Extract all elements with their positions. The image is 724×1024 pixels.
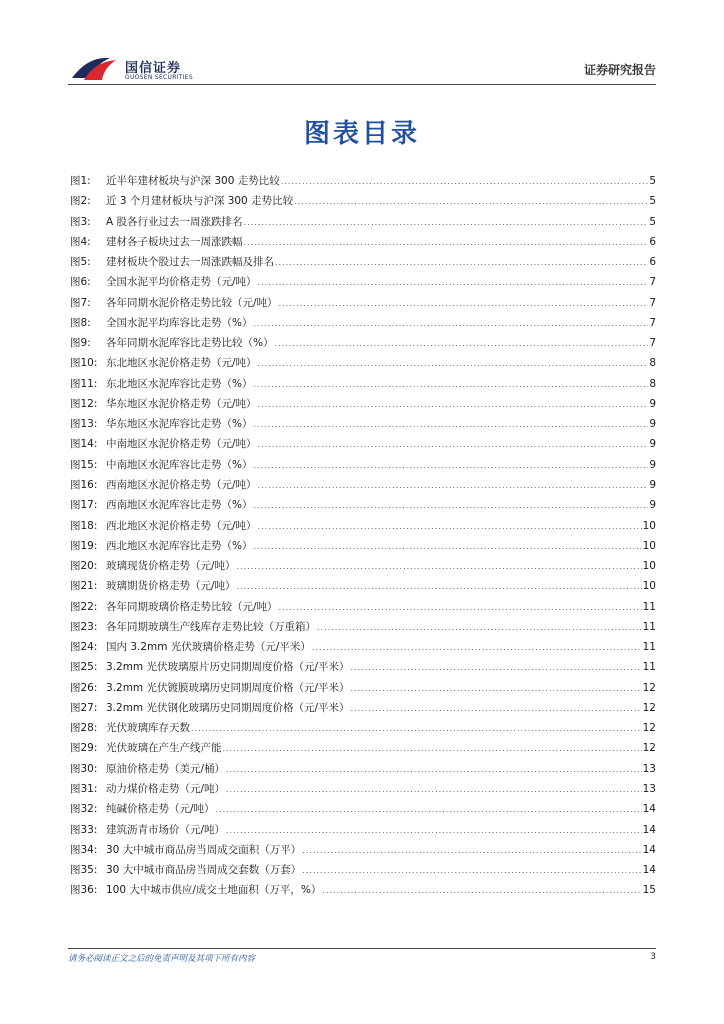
table-of-figures	[70, 171, 656, 901]
toc-entry-label: 图5:	[70, 256, 91, 269]
toc-entry-page: 10	[642, 560, 656, 573]
toc-entry-page: 6	[649, 256, 656, 269]
toc-entry-label: 图3:	[70, 215, 91, 228]
toc-leader-dots	[302, 861, 641, 881]
toc-entry-title: 动力煤价格走势（元/吨）	[106, 782, 226, 795]
toc-entry[interactable]	[70, 759, 656, 779]
toc-entry[interactable]	[70, 212, 656, 232]
toc-entry-title: 近 3 个月建材板块与沪深 300 走势比较	[106, 195, 294, 208]
toc-entry-title: 中南地区水泥价格走势（元/吨）	[106, 438, 257, 451]
toc-entry-page: 9	[649, 499, 656, 512]
toc-leader-dots	[253, 415, 648, 435]
toc-entry-page: 14	[642, 803, 656, 816]
toc-entry-title: 玻璃现货价格走势（元/吨）	[106, 560, 236, 573]
toc-leader-dots	[281, 172, 649, 192]
report-type-label: 证券研究报告	[583, 63, 656, 77]
toc-entry-page: 11	[642, 600, 656, 613]
toc-entry-title: 各年同期玻璃生产线库存走势比较（万重箱）	[106, 620, 316, 633]
guosen-logo	[70, 54, 205, 86]
toc-entry-page: 12	[642, 722, 656, 735]
toc-entry-label: 图7:	[70, 296, 91, 309]
toc-entry-label: 图34:	[70, 843, 98, 856]
toc-entry-title: 东北地区水泥价格走势（元/吨）	[106, 357, 257, 370]
toc-leader-dots	[253, 537, 641, 557]
toc-leader-dots	[226, 821, 642, 841]
toc-entry-title: 华东地区水泥价格走势（元/吨）	[106, 397, 257, 410]
toc-entry[interactable]	[70, 860, 656, 880]
toc-entry-label: 图30:	[70, 762, 98, 775]
toc-entry[interactable]	[70, 252, 656, 272]
header-divider	[68, 84, 656, 85]
toc-entry-title: 30 大中城市商品房当周成交面积（万平）	[106, 843, 302, 856]
toc-leader-dots	[302, 841, 641, 861]
toc-entry[interactable]	[70, 698, 656, 718]
toc-entry-page: 6	[649, 235, 656, 248]
toc-leader-dots	[351, 658, 642, 678]
toc-entry-label: 图6:	[70, 276, 91, 289]
toc-entry[interactable]	[70, 434, 656, 454]
toc-entry[interactable]	[70, 495, 656, 515]
toc-entry-page: 15	[642, 884, 656, 897]
toc-entry-page: 9	[649, 418, 656, 431]
toc-entry-page: 14	[642, 843, 656, 856]
toc-entry[interactable]	[70, 333, 656, 353]
toc-entry-page: 9	[649, 397, 656, 410]
toc-entry-page: 8	[649, 377, 656, 390]
toc-entry-page: 12	[642, 701, 656, 714]
toc-entry[interactable]	[70, 820, 656, 840]
toc-entry[interactable]	[70, 678, 656, 698]
toc-entry-page: 8	[649, 357, 656, 370]
toc-entry-page: 12	[642, 742, 656, 755]
toc-entry-title: 各年同期水泥价格走势比较（元/吨）	[106, 296, 278, 309]
toc-entry-label: 图1:	[70, 175, 91, 187]
toc-entry-title: 原油价格走势（美元/桶）	[106, 762, 226, 775]
toc-leader-dots	[226, 760, 642, 780]
toc-leader-dots	[253, 496, 648, 516]
toc-entry-page: 5	[649, 175, 656, 187]
toc-entry[interactable]	[70, 475, 656, 495]
toc-entry[interactable]	[70, 840, 656, 860]
toc-entry-title: 3.2mm 光伏钢化玻璃历史同期周度价格（元/平米）	[106, 701, 350, 714]
toc-entry[interactable]	[70, 455, 656, 475]
toc-entry-label: 图23:	[70, 620, 98, 633]
toc-entry-page: 9	[649, 478, 656, 491]
toc-entry-label: 图22:	[70, 600, 98, 613]
page-title: 图表目录	[303, 119, 420, 149]
toc-entry-title: 纯碱价格走势（元/吨）	[106, 803, 215, 816]
toc-leader-dots	[351, 679, 642, 699]
toc-entry-label: 图28:	[70, 722, 98, 735]
toc-entry[interactable]	[70, 779, 656, 799]
toc-entry[interactable]	[70, 576, 656, 596]
toc-leader-dots	[322, 881, 641, 901]
toc-leader-dots	[275, 253, 648, 273]
toc-entry-page: 11	[642, 661, 656, 674]
toc-entry-title: 东北地区水泥库容比走势（%）	[106, 377, 253, 390]
toc-entry[interactable]	[70, 394, 656, 414]
toc-entry[interactable]	[70, 556, 656, 576]
toc-leader-dots	[294, 192, 648, 212]
toc-entry-label: 图36:	[70, 884, 98, 897]
toc-entry[interactable]	[70, 414, 656, 434]
toc-entry-title: 建材各子板块过去一周涨跌幅	[106, 235, 243, 248]
toc-entry-title: 西南地区水泥价格走势（元/吨）	[106, 478, 257, 491]
toc-leader-dots	[226, 780, 642, 800]
toc-entry[interactable]	[70, 293, 656, 313]
toc-entry-page: 7	[649, 276, 656, 289]
toc-entry-page: 14	[642, 823, 656, 836]
toc-entry[interactable]	[70, 718, 656, 738]
toc-entry-label: 图14:	[70, 438, 98, 451]
toc-entry-page: 9	[649, 458, 656, 471]
toc-entry-title: 各年同期水泥库容比走势比较（%）	[106, 337, 274, 350]
toc-entry-label: 图9:	[70, 337, 91, 350]
toc-leader-dots	[258, 517, 642, 537]
toc-entry-page: 5	[649, 215, 656, 228]
toc-entry-title: 建筑沥青市场价（元/吨）	[106, 823, 226, 836]
toc-entry-label: 图21:	[70, 580, 98, 593]
toc-entry-title: 玻璃期货价格走势（元/吨）	[106, 580, 236, 593]
toc-entry[interactable]	[70, 637, 656, 657]
toc-entry-page: 14	[642, 864, 656, 877]
toc-entry-title: 西北地区水泥库容比走势（%）	[106, 539, 253, 552]
footer-divider	[68, 948, 656, 949]
toc-entry-page: 13	[642, 782, 656, 795]
logo-text-cn: 国信证券	[125, 61, 182, 76]
toc-leader-dots	[191, 719, 642, 739]
toc-entry-label: 图11:	[70, 377, 98, 390]
toc-entry-title: A 股各行业过去一周涨跌排名	[106, 215, 243, 228]
toc-entry[interactable]	[70, 536, 656, 556]
toc-entry-title: 光伏玻璃在产生产线产能	[106, 742, 222, 755]
toc-leader-dots	[244, 233, 649, 253]
toc-entry-label: 图33:	[70, 823, 98, 836]
toc-entry-title: 近半年建材板块与沪深 300 走势比较	[106, 175, 280, 187]
toc-entry-label: 图27:	[70, 701, 98, 714]
toc-entry-page: 9	[649, 438, 656, 451]
toc-leader-dots	[258, 395, 649, 415]
toc-leader-dots	[237, 577, 642, 597]
toc-entry-label: 图35:	[70, 864, 98, 877]
footer-disclaimer: 请务必阅读正文之后的免责声明及其项下所有内容	[68, 954, 256, 964]
toc-entry[interactable]	[70, 516, 656, 536]
toc-entry-page: 7	[649, 316, 656, 329]
toc-entry-label: 图2:	[70, 195, 91, 208]
toc-entry-label: 图13:	[70, 418, 98, 431]
toc-entry-title: 西北地区水泥价格走势（元/吨）	[106, 519, 257, 532]
toc-entry-title: 中南地区水泥库容比走势（%）	[106, 458, 253, 471]
toc-entry-label: 图15:	[70, 458, 98, 471]
toc-entry-title: 华东地区水泥库容比走势（%）	[106, 418, 253, 431]
toc-entry-title: 3.2mm 光伏镀膜玻璃历史同期周度价格（元/平米）	[106, 681, 350, 694]
toc-entry-page: 5	[649, 195, 656, 208]
toc-leader-dots	[258, 354, 649, 374]
toc-leader-dots	[351, 699, 642, 719]
toc-entry[interactable]	[70, 738, 656, 758]
toc-entry-title: 光伏玻璃库存天数	[106, 722, 190, 735]
toc-entry[interactable]	[70, 374, 656, 394]
toc-entry-title: 国内 3.2mm 光伏玻璃价格走势（元/平米）	[106, 641, 311, 654]
toc-entry-label: 图32:	[70, 803, 98, 816]
toc-entry-title: 全国水泥平均库容比走势（%）	[106, 316, 253, 329]
toc-leader-dots	[279, 598, 642, 618]
toc-entry[interactable]	[70, 617, 656, 637]
toc-entry-label: 图17:	[70, 499, 98, 512]
toc-entry-page: 10	[642, 519, 656, 532]
toc-entry-label: 图16:	[70, 478, 98, 491]
toc-leader-dots	[253, 375, 648, 395]
toc-entry-page: 7	[649, 296, 656, 309]
toc-entry-label: 图19:	[70, 539, 98, 552]
toc-leader-dots	[216, 800, 642, 820]
toc-leader-dots	[317, 618, 642, 638]
toc-entry-label: 图31:	[70, 782, 98, 795]
toc-entry-page: 10	[642, 539, 656, 552]
toc-entry-title: 全国水泥平均价格走势（元/吨）	[106, 276, 257, 289]
toc-entry-label: 图24:	[70, 641, 98, 654]
toc-leader-dots	[253, 314, 648, 334]
toc-entry-title: 西南地区水泥库容比走势（%）	[106, 499, 253, 512]
toc-entry-label: 图25:	[70, 661, 98, 674]
toc-entry-label: 图20:	[70, 560, 98, 573]
toc-leader-dots	[237, 557, 642, 577]
toc-leader-dots	[274, 334, 648, 354]
toc-leader-dots	[223, 739, 642, 759]
toc-entry-title: 30 大中城市商品房当周成交套数（万套）	[106, 864, 302, 877]
toc-entry[interactable]	[70, 272, 656, 292]
toc-entry-title: 各年同期玻璃价格走势比较（元/吨）	[106, 600, 278, 613]
toc-entry-page: 10	[642, 580, 656, 593]
toc-entry-label: 图8:	[70, 316, 91, 329]
toc-entry-page: 12	[642, 681, 656, 694]
toc-leader-dots	[312, 638, 642, 658]
guosen-logo-mark-icon	[70, 54, 120, 84]
toc-entry-title: 100 大中城市供应/成交土地面积（万平，%）	[106, 884, 322, 897]
toc-leader-dots	[258, 273, 649, 293]
toc-entry[interactable]	[70, 799, 656, 819]
toc-leader-dots	[258, 435, 649, 455]
toc-entry-page: 13	[642, 762, 656, 775]
toc-entry-page: 11	[642, 641, 656, 654]
toc-entry[interactable]	[70, 597, 656, 617]
toc-entry[interactable]	[70, 191, 656, 211]
toc-entry[interactable]	[70, 880, 656, 900]
toc-entry-label: 图12:	[70, 397, 98, 410]
toc-entry-label: 图26:	[70, 681, 98, 694]
toc-leader-dots	[258, 476, 649, 496]
toc-entry-label: 图29:	[70, 742, 98, 755]
toc-entry-label: 图18:	[70, 519, 98, 532]
toc-entry-page: 7	[649, 337, 656, 350]
toc-entry[interactable]	[70, 657, 656, 677]
toc-entry[interactable]	[70, 313, 656, 333]
toc-entry-label: 图4:	[70, 235, 91, 248]
toc-leader-dots	[244, 213, 649, 233]
toc-leader-dots	[253, 456, 648, 476]
toc-entry-page: 11	[642, 620, 656, 633]
logo-text-en: GUOSEN SECURITIES	[125, 74, 194, 81]
toc-entry[interactable]	[70, 353, 656, 373]
toc-entry-title: 建材板块个股过去一周涨跌幅及排名	[106, 256, 274, 269]
toc-entry-label: 图10:	[70, 357, 98, 370]
toc-entry-title: 3.2mm 光伏玻璃原片历史同期周度价格（元/平米）	[106, 661, 350, 674]
toc-entry[interactable]	[70, 171, 656, 191]
page-number: 3	[650, 952, 656, 962]
toc-entry[interactable]	[70, 232, 656, 252]
toc-leader-dots	[279, 294, 649, 314]
